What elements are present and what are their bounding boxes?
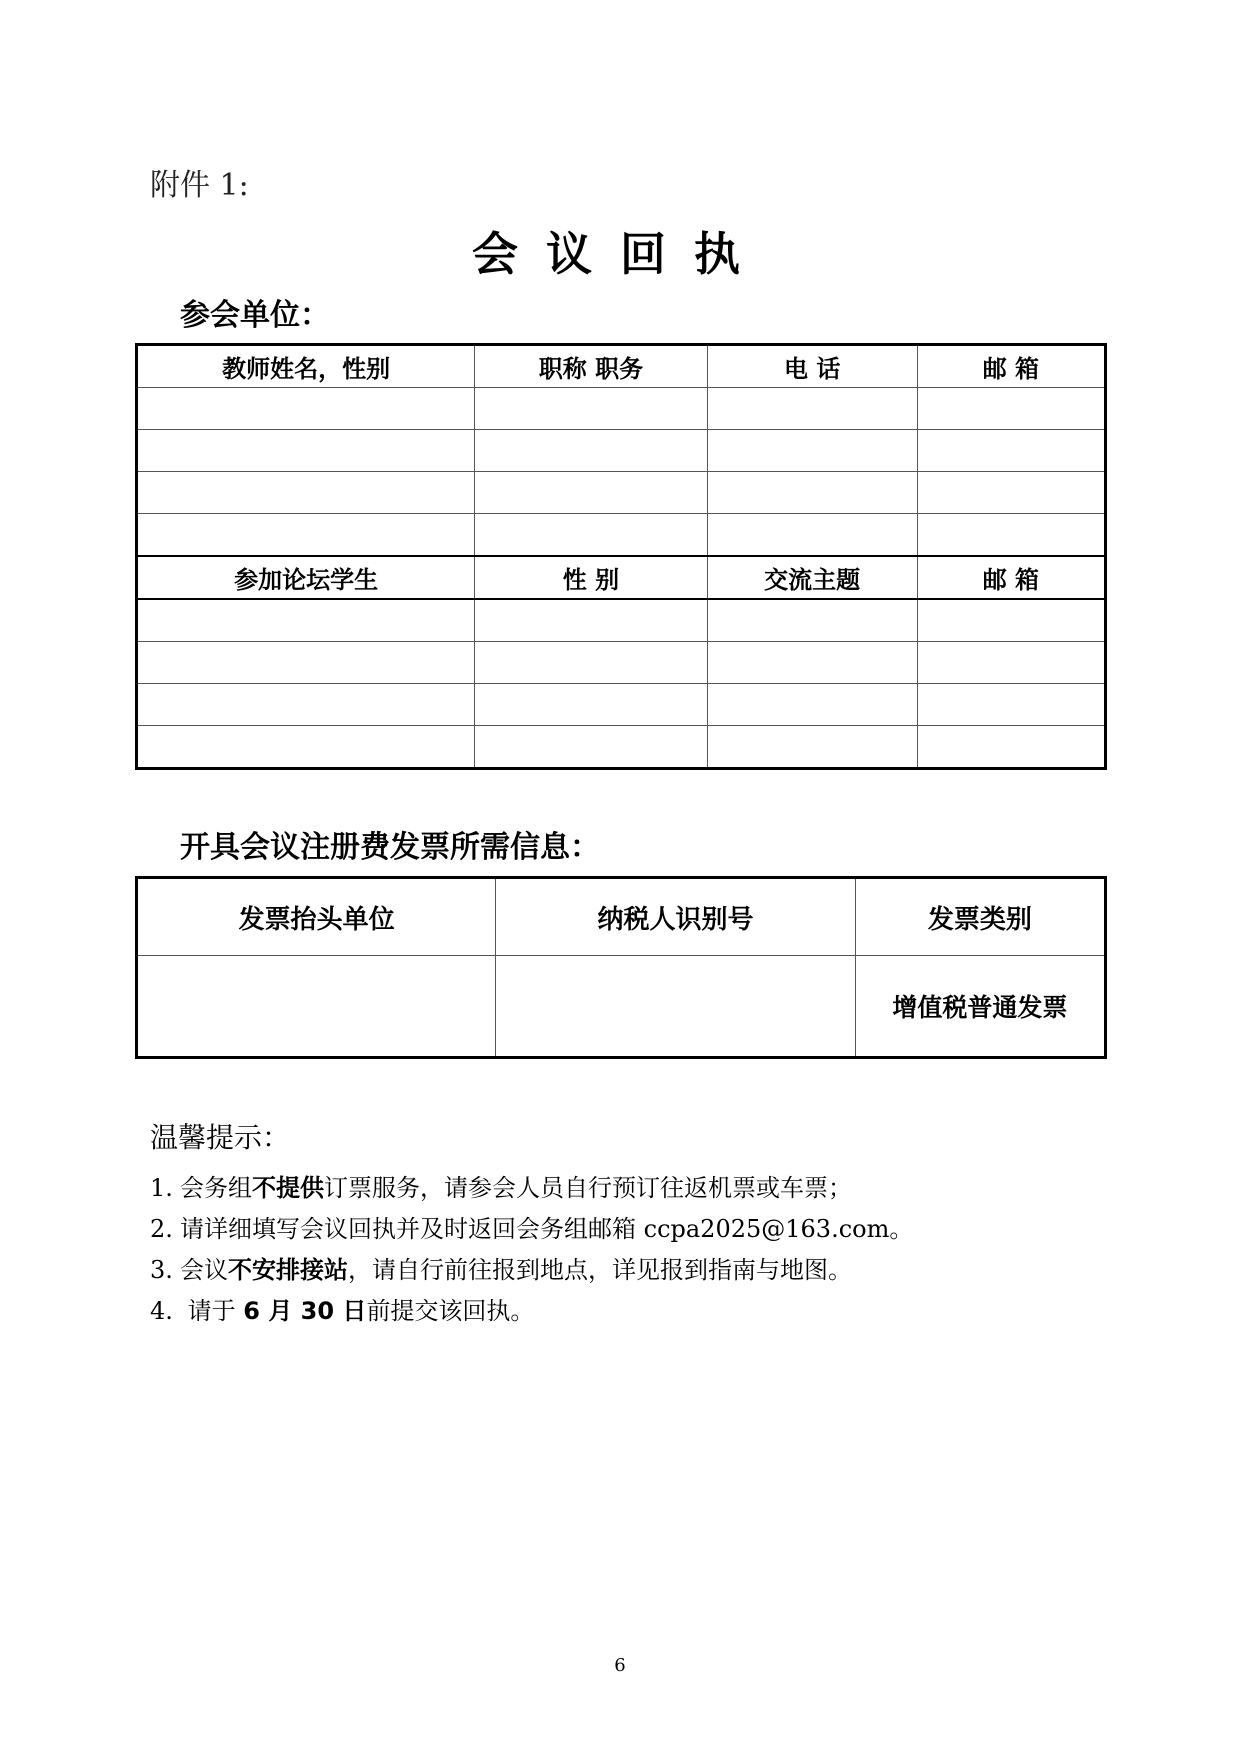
- table-cell[interactable]: [475, 514, 707, 557]
- table-cell[interactable]: [917, 684, 1105, 726]
- tip-item: [150, 1209, 913, 1250]
- table-cell[interactable]: [137, 599, 475, 642]
- table-cell[interactable]: [917, 514, 1105, 557]
- tip-text: 会议: [180, 1256, 228, 1284]
- participants-table: [135, 343, 1107, 770]
- teacher-header-row: [137, 345, 1106, 388]
- invoice-type-cell: 增值税普通发票: [855, 956, 1105, 1058]
- student-header-row: [137, 556, 1106, 599]
- table-cell[interactable]: [137, 726, 475, 769]
- table-cell[interactable]: [137, 388, 475, 430]
- tips-title: 温馨提示：: [150, 1121, 291, 1154]
- header-title-position: 职称 职务: [475, 345, 707, 388]
- student-row: [137, 642, 1106, 684]
- tip-number: 4.: [150, 1297, 173, 1325]
- table-cell[interactable]: [137, 642, 475, 684]
- header-gender: 性 别: [475, 556, 707, 599]
- student-row: [137, 684, 1106, 726]
- table-cell[interactable]: [707, 599, 917, 642]
- invoice-table: [135, 876, 1107, 1059]
- table-cell[interactable]: [475, 642, 707, 684]
- table-cell[interactable]: [917, 599, 1105, 642]
- section-participants-label: 参会单位：: [180, 298, 330, 333]
- tip-number: 3.: [150, 1256, 173, 1284]
- table-cell[interactable]: [917, 430, 1105, 472]
- table-cell[interactable]: [707, 642, 917, 684]
- header-teacher-name: 教师姓名，性别: [137, 345, 475, 388]
- attachment-label: 附件 1:: [150, 168, 249, 203]
- student-row: [137, 726, 1106, 769]
- teacher-row: [137, 388, 1106, 430]
- tax-id-cell[interactable]: [496, 956, 855, 1058]
- tip-item: [150, 1168, 913, 1209]
- tip-text: 请于: [180, 1297, 244, 1325]
- header-email: 邮 箱: [917, 345, 1105, 388]
- teacher-row: [137, 430, 1106, 472]
- header-phone: 电 话: [707, 345, 917, 388]
- header-student-name: 参加论坛学生: [137, 556, 475, 599]
- tip-number: 2.: [150, 1215, 173, 1243]
- table-cell[interactable]: [475, 472, 707, 514]
- tip-text: 前提交该回执。: [366, 1297, 535, 1325]
- table-cell[interactable]: [137, 684, 475, 726]
- tip-text: ，请自行前往报到地点，详见报到指南与地图。: [348, 1256, 852, 1284]
- header-tax-id: 纳税人识别号: [496, 878, 855, 956]
- header-invoice-type: 发票类别: [855, 878, 1105, 956]
- tip-bold-text: 6 月 30 日: [243, 1297, 367, 1325]
- table-cell[interactable]: [475, 684, 707, 726]
- table-cell[interactable]: [137, 472, 475, 514]
- tip-text: 订票服务，请参会人员自行预订往返机票或车票；: [324, 1174, 852, 1202]
- tip-item: [150, 1291, 913, 1332]
- tip-bold-text: 不安排接站: [228, 1256, 348, 1284]
- header-student-email: 邮 箱: [917, 556, 1105, 599]
- table-cell[interactable]: [707, 684, 917, 726]
- table-cell[interactable]: [475, 726, 707, 769]
- tip-text: 会务组: [180, 1174, 252, 1202]
- header-invoice-title: 发票抬头单位: [137, 878, 496, 956]
- tip-text: 请详细填写会议回执并及时返回会务组邮箱 ccpa2025@163.com。: [180, 1215, 914, 1243]
- invoice-header-row: [137, 878, 1106, 956]
- page-number: 6: [614, 1655, 626, 1676]
- tips-list: [150, 1168, 913, 1332]
- table-cell[interactable]: [137, 514, 475, 557]
- table-cell[interactable]: [707, 472, 917, 514]
- table-cell[interactable]: [707, 514, 917, 557]
- table-cell[interactable]: [917, 726, 1105, 769]
- tip-bold-text: 不提供: [252, 1174, 324, 1202]
- table-cell[interactable]: [475, 430, 707, 472]
- table-cell[interactable]: [917, 472, 1105, 514]
- invoice-title-cell[interactable]: [137, 956, 496, 1058]
- table-cell[interactable]: [475, 388, 707, 430]
- table-cell[interactable]: [707, 430, 917, 472]
- table-cell[interactable]: [475, 599, 707, 642]
- table-cell[interactable]: [707, 388, 917, 430]
- teacher-row: [137, 514, 1106, 557]
- page-title: 会议回执: [472, 227, 768, 281]
- table-cell[interactable]: [917, 388, 1105, 430]
- table-cell[interactable]: [917, 642, 1105, 684]
- header-topic: 交流主题: [707, 556, 917, 599]
- table-cell[interactable]: [707, 726, 917, 769]
- invoice-row: [137, 956, 1106, 1058]
- tip-item: [150, 1250, 913, 1291]
- table-cell[interactable]: [137, 430, 475, 472]
- student-row: [137, 599, 1106, 642]
- section-invoice-label: 开具会议注册费发票所需信息：: [180, 830, 600, 865]
- tip-number: 1.: [150, 1174, 173, 1202]
- teacher-row: [137, 472, 1106, 514]
